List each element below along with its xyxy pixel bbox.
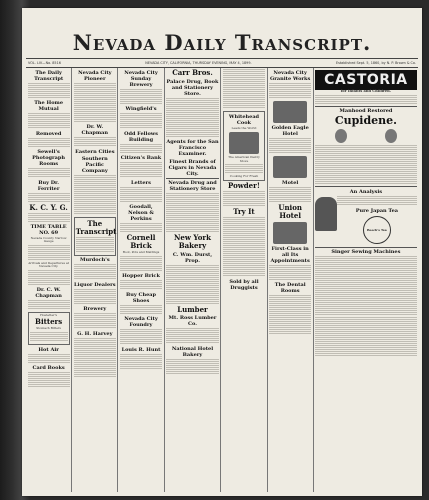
nevada-drug-heading: Nevada Drug and Stationery Store [168,180,217,192]
goodall-heading: Goodall, Nelson & Perkins [128,204,154,222]
text-block [28,372,70,388]
newspaper-page [22,8,422,496]
divider [315,247,416,248]
analysis-heading: An Analysis [349,188,383,195]
established-note: Established Sept. 5, 1860, by N. P. Brown & Co. [335,61,416,65]
hopper-brick-heading: Hopper Brick [122,273,160,280]
home-mutual-heading: The Home Mutual [34,100,63,112]
divider [315,186,416,187]
leads-world-label: Leads the World [231,125,257,130]
text-block [30,332,68,342]
cornell-brick-heading: Cornell Brick [126,233,156,250]
text-block [28,245,70,261]
text-block [120,256,162,272]
kcyg-heading: K. C. Y. G. [29,202,68,212]
text-block [269,265,311,281]
text-block [166,359,219,375]
text-block [269,295,311,335]
monument-illustration [273,101,307,123]
bitters-label: Bitters [35,317,63,327]
transcript-ad-title: The Transcript [75,218,117,236]
text-block [166,328,219,344]
column-5 [221,68,267,492]
text-block [120,280,162,290]
daily-transcript-notice: The Daily Transcript [34,69,64,82]
foundry-heading: Nevada City Foundry [124,316,158,329]
text-block [74,313,116,329]
column-1 [26,68,72,492]
chapman-ad-heading: Dr. W. Chapman [81,124,109,136]
text-block [166,98,219,138]
masthead-title: Nevada Daily Transcript. [72,30,372,55]
columns [26,68,418,492]
wingfield-heading: Wingfield's [125,106,157,112]
ny-bakery-heading: New York Bakery [174,233,211,250]
stomach-bitters-label: Stomach Bitters [36,326,61,331]
text-block [223,69,265,109]
beech-tea-seal: Beech's Tea [363,216,391,244]
text-block [315,317,416,357]
text-block [315,95,416,105]
motel-heading: Motel [282,179,299,186]
text-block [120,89,162,105]
brewery-heading: Brewery [83,306,107,312]
pioneer-heading: Nevada City Pioneer [78,69,112,82]
text-block [120,223,162,233]
hunt-heading: Louis R. Hunt [121,346,161,353]
odd-fellows-heading: Odd Fellows Building [124,130,158,143]
hostetter-label: Hostetter's [40,312,58,317]
divider [315,106,416,107]
text-block [120,162,162,178]
text-block [269,187,311,203]
try-it-heading: Try It [233,207,255,217]
before-after-faces [315,129,416,143]
text-block [28,113,70,129]
text-block [28,213,70,223]
text-block [28,168,70,178]
text-block [28,83,70,99]
text-block [120,144,162,154]
column-6 [268,68,314,492]
union-hotel-illustration [273,222,307,244]
face-before [335,129,347,143]
cheap-shoes-heading: Buy Cheap Shoes [125,291,157,304]
pastry-stove-label: The American Pastry Stove [228,155,260,163]
palace-drug-heading: Palace Drug, Book and Stationery Store. [166,78,219,97]
face-after [385,129,397,143]
card-books-heading: Card Books [32,365,65,372]
golden-eagle-heading: Golden Eagle Hotel [271,124,309,137]
text-block [315,256,416,316]
dental-heading: The Dental Rooms [274,282,306,294]
text-block [28,138,70,148]
railroad-name: Nevada County Narrow Gauge [30,235,67,244]
whitehead-cook-label: Whitehead Cook [228,114,260,126]
sold-by-druggists: Sold by all Druggists [229,278,259,291]
photograph-heading: Sewell's Photograph Rooms [32,149,66,167]
hot-air-heading: Hot Air [38,346,59,353]
hotel-illustration [273,156,307,178]
tea-ad [315,195,416,246]
southern-pacific-heading: Southern Pacific Company [81,156,108,174]
text-block [74,83,116,123]
volume-number: VOL. LIV—No. 8516 [28,61,61,65]
text-block [74,264,116,280]
national-bakery-heading: National Hotel Bakery [171,345,214,358]
cupidene-heading: Cupidene. [334,114,397,128]
granite-works-heading: Nevada City Granite Works [269,69,311,82]
text-block [120,305,162,315]
citizens-bank-heading: Citizen's Bank [120,155,162,161]
durst-heading: C. Wm. Durst, Prop. [172,251,213,264]
timetable-heading: TIME TABLE NO. 69 [30,224,67,236]
japanese-figure-illustration [315,197,337,231]
murdoch-heading: Murdoch's [79,257,110,263]
text-block [166,265,219,305]
stove-ad [223,111,265,181]
text-block [166,193,219,233]
appointments-heading: First-Class in all Its Appointments [270,245,310,264]
text-block [120,329,162,345]
examiner-agents-heading: Agents for the San Francisco Examiner. [166,139,219,157]
tea-ad-text [337,195,416,246]
stove-illustration [229,132,260,154]
column-2 [72,68,118,492]
eastern-cities-heading: Eastern Cities [75,148,115,155]
text-block [269,83,311,99]
text-block [74,338,116,378]
text-block [28,270,70,286]
text-block [269,138,311,154]
text-block [74,175,116,215]
lumber-heading: Lumber [177,304,208,314]
cooking-fresh-label: Cooking For Fresh [229,174,259,179]
harvey-heading: G. H. Harvey [77,330,113,337]
text-block [120,354,162,370]
singer-heading: Singer Sewing Machines [331,249,401,256]
removed-heading: Removed [35,130,62,137]
cigars-heading: Finest Brands of Cigars in Nevada City. [168,158,217,177]
column-3 [118,68,164,492]
column-7 [314,68,418,492]
text-block [225,164,263,174]
powder-heading: Powder! [228,181,260,191]
text-block [28,193,70,203]
text-block [28,354,70,364]
liquor-heading: Liquor Dealers [74,281,116,288]
boots-mattings-label: Boot, Pots and Mattings [122,250,160,254]
text-block [74,137,116,147]
castoria-logo: CASTORIA [315,70,416,90]
japan-tea-heading: Pure Japan Tea [355,207,399,214]
union-hotel-heading: Union Hotel [278,202,302,220]
text-block [120,187,162,203]
letters-heading: Letters [131,179,151,186]
sunday-brewery-heading: Nevada City Sunday Brewery [124,69,158,88]
dateline-bar [26,58,418,68]
text-block [74,289,116,305]
issue-date: NEVADA CITY, CALIFORNIA, THURSDAY EVENING, MAY 4, 1899. [145,61,252,65]
column-4 [165,68,222,492]
divider [166,178,219,179]
ferriter-heading: Buy Dr. Ferriter [37,179,60,192]
arrivals-note: Arrivals and Departures at Nevada City. [28,260,69,269]
mt-ross-heading: Mt. Ross Lumber Co. [168,315,217,327]
text-block [223,191,265,207]
text-block [337,196,416,206]
castoria-subtitle: for Infants and Children. [340,89,392,93]
text-block [223,217,265,277]
manhood-heading: Manhood Restored [339,108,393,115]
text-block [120,113,162,129]
transcript-ad [74,217,116,256]
chapman-heading: Dr. C. W. Chapman [35,287,62,300]
text-block [76,237,114,253]
bitters-ad [28,312,70,345]
text-block [315,145,416,185]
text-block [28,300,70,310]
carr-bros-heading: Carr Bros. [172,68,213,77]
